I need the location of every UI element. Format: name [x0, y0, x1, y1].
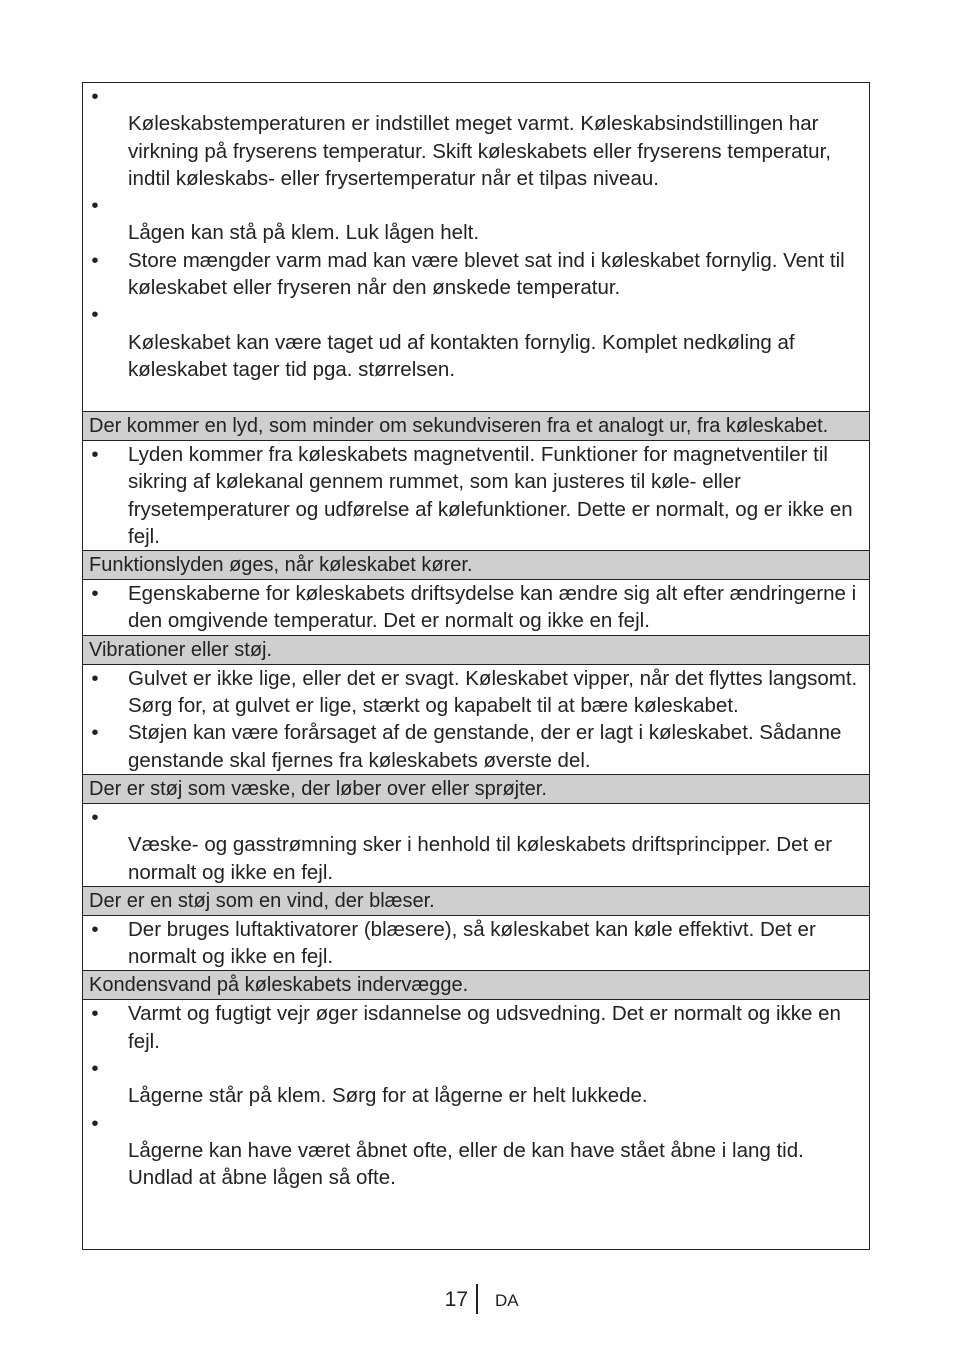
bullet-icon: • — [91, 443, 99, 466]
table-row — [83, 804, 869, 886]
bullet-icon: • — [91, 582, 99, 606]
list-item — [83, 1110, 861, 1192]
section-header: Kondensvand på køleskabets indervægge. — [83, 970, 869, 1000]
list-item-text: Varmt og fugtigt vejr øger isdannelse og udsvedning. Det er normalt og ikke en fejl. — [128, 1002, 841, 1053]
table-row — [83, 916, 869, 971]
list-item — [83, 1055, 861, 1110]
list-item-text: Gulvet er ikke lige, eller det er svagt. Køleskabet vipper, når det flyttes langsomt. Sørg for, at gulvet er lige, stærkt og kapabelt til at bære køleskabet. — [128, 666, 858, 718]
list-item-text: Egenskaberne for køleskabets driftsydelse kan ændre sig alt efter ændringerne i den omgivende temperatur. Det er normalt og ikke en fejl. — [128, 582, 857, 633]
list-item-text: Køleskabet kan være taget ud af kontakten fornylig. Komplet nedkøling af køleskabet tager tid pga. størrelsen. — [128, 330, 795, 381]
bullet-icon: • — [91, 248, 99, 272]
list-item — [83, 580, 861, 635]
bullet-icon: • — [91, 805, 99, 829]
language-code: DA — [495, 1291, 519, 1310]
bullet-icon: • — [91, 1111, 99, 1135]
bullet-icon: • — [91, 194, 99, 218]
table-row — [83, 83, 869, 411]
list-item-text: Væske- og gasstrømning sker i henhold til køleskabets driftsprincipper. Det er normalt og ikke en fejl. — [128, 833, 833, 884]
section-header: Der er en støj som en vind, der blæser. — [83, 886, 869, 916]
list-item-text: Lågerne kan have været åbnet ofte, eller de kan have stået åbne i lang tid. Undlad at åbne lågen så ofte. — [128, 1138, 804, 1190]
section-header: Der kommer en lyd, som minder om sekundviseren fra et analogt ur, fra køleskabet. — [83, 411, 869, 441]
bullet-icon: • — [91, 1057, 99, 1081]
list-item — [83, 665, 861, 720]
bullet-icon: • — [91, 721, 99, 745]
bullet-icon: • — [91, 303, 99, 327]
page-number: 17 — [444, 1288, 468, 1311]
list-item-text: Støjen kan være forårsaget af de genstande, der er lagt i køleskabet. Sådanne genstande skal fjernes fra køleskabets øverste del. — [128, 721, 842, 772]
list-item — [83, 916, 861, 971]
list-item — [83, 301, 861, 383]
bullet-icon: • — [91, 666, 99, 690]
section-header: Funktionslyden øges, når køleskabet kører. — [83, 550, 869, 580]
table-row — [83, 441, 869, 550]
list-item-text: Lågerne står på klem. Sørg for at lågerne er helt lukkede. — [128, 1084, 648, 1108]
list-item — [83, 1000, 861, 1055]
list-item-text: Store mængder varm mad kan være blevet sat ind i køleskabet fornylig. Vent til køleskabet eller fryseren når den ønskede temperatur. — [128, 248, 845, 300]
bullet-icon: • — [91, 917, 99, 941]
page-footer — [0, 1284, 954, 1316]
list-item-text: Lyden kommer fra køleskabets magnetventil. Funktioner for magnetventiler til sikring af kølekanal gennem rummet, som kan justeres til køle- eller frysetemperaturer og udførelse af kølefunktioner. Dette er normalt, og er ikke en fejl. — [128, 443, 853, 548]
list-item-text: Lågen kan stå på klem. Luk lågen helt. — [128, 221, 480, 245]
section-header: Vibrationer eller støj. — [83, 635, 869, 665]
bullet-icon: • — [91, 85, 99, 108]
list-item — [83, 192, 861, 247]
footer-divider — [476, 1284, 478, 1314]
list-item-text: Køleskabstemperaturen er indstillet meget varmt. Køleskabsindstillingen har virkning på fryserens temperatur. Skift køleskabets eller fryserens temperatur, indtil køleskabs- eller frysertemperatur når et tilpas niveau. — [128, 112, 831, 190]
table-row — [83, 580, 869, 635]
list-item — [83, 719, 861, 774]
list-item — [83, 804, 861, 886]
list-item — [83, 441, 861, 550]
section-header: Der er støj som væske, der løber over eller sprøjter. — [83, 774, 869, 804]
table-row — [83, 1000, 869, 1191]
table-row — [83, 665, 869, 774]
list-item-text: Der bruges luftaktivatorer (blæsere), så køleskabet kan køle effektivt. Det er normalt og ikke en fejl. — [128, 917, 816, 969]
troubleshooting-table — [82, 82, 870, 1250]
bullet-icon: • — [91, 1002, 99, 1026]
list-item — [83, 247, 861, 302]
list-item — [83, 83, 861, 192]
